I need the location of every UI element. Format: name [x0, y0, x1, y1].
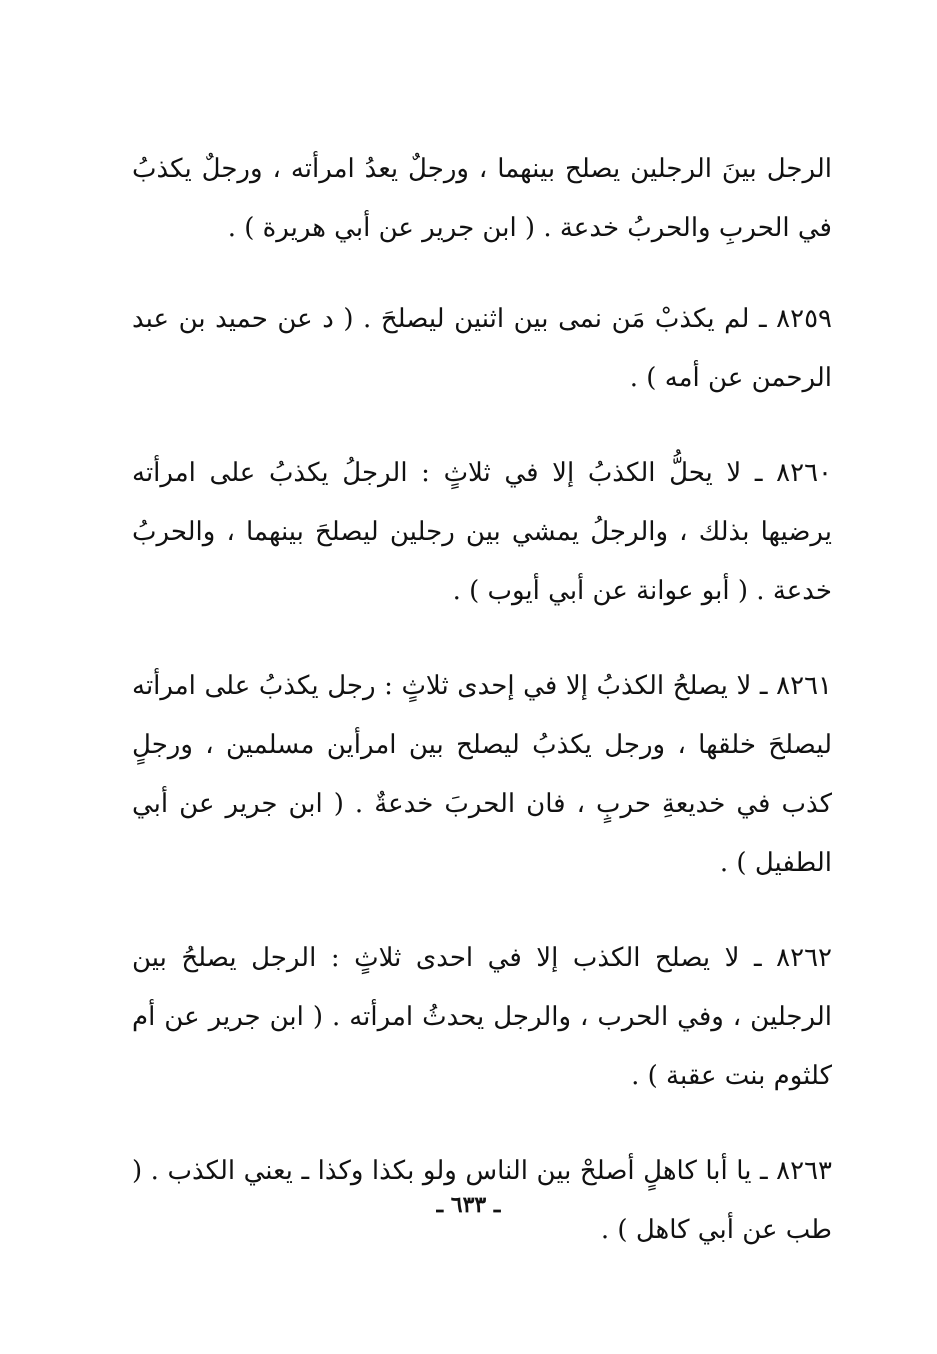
hadith-8261: ٨٢٦١ ـ لا يصلحُ الكذبُ إلا في إحدى ثلاثٍ : رجل يكذبُ على امرأته ليصلحَ خلقها ، ورجل يكذبُ ليصلح بين امرأين مسلمين ، ورجلٍ كذب في خديعةِ حربٍ ، فان الحربَ خدعةٌ . ( ابن جرير عن أبي الطفيل ) .	[132, 671, 832, 878]
hadith-8259: ٨٢٥٩ ـ لم يكذبْ مَن نمى بين اثنين ليصلحَ . ( د عن حميد بن عبد الرحمن عن أمه ) .	[132, 304, 832, 393]
paragraph-continuation: الرجل بينَ الرجلين يصلح بينهما ، ورجلٌ يعدُ امرأته ، ورجلٌ يكذبُ في الحربِ والحربُ خدعة . ( ابن جرير عن أبي هريرة ) .	[132, 154, 832, 243]
hadith-8260: ٨٢٦٠ ـ لا يحلُّ الكذبُ إلا في ثلاثٍ : الرجلُ يكذبُ على امرأته يرضيها بذلك ، والرجلُ يمشي بين رجلين ليصلحَ بينهما ، والحربُ خدعة . ( أبو عوانة عن أبي أيوب ) .	[132, 458, 833, 606]
page-number: ـ ٦٣٣ ـ	[436, 1192, 501, 1218]
hadith-8262: ٨٢٦٢ ـ لا يصلح الكذب إلا في احدى ثلاثٍ : الرجل يصلحُ بين الرجلين ، وفي الحرب ، والرجل يحدثُ امرأته . ( ابن جرير عن أم كلثوم بنت عقبة ) .	[132, 943, 832, 1091]
hadith-8263: ٨٢٦٣ ـ يا أبا كاهلٍ أصلحْ بين الناس ولو بكذا وكذا ـ يعني الكذب . ( طب عن أبي كاهل ) .	[132, 1156, 832, 1245]
hadith-text-block	[132, 140, 832, 1296]
